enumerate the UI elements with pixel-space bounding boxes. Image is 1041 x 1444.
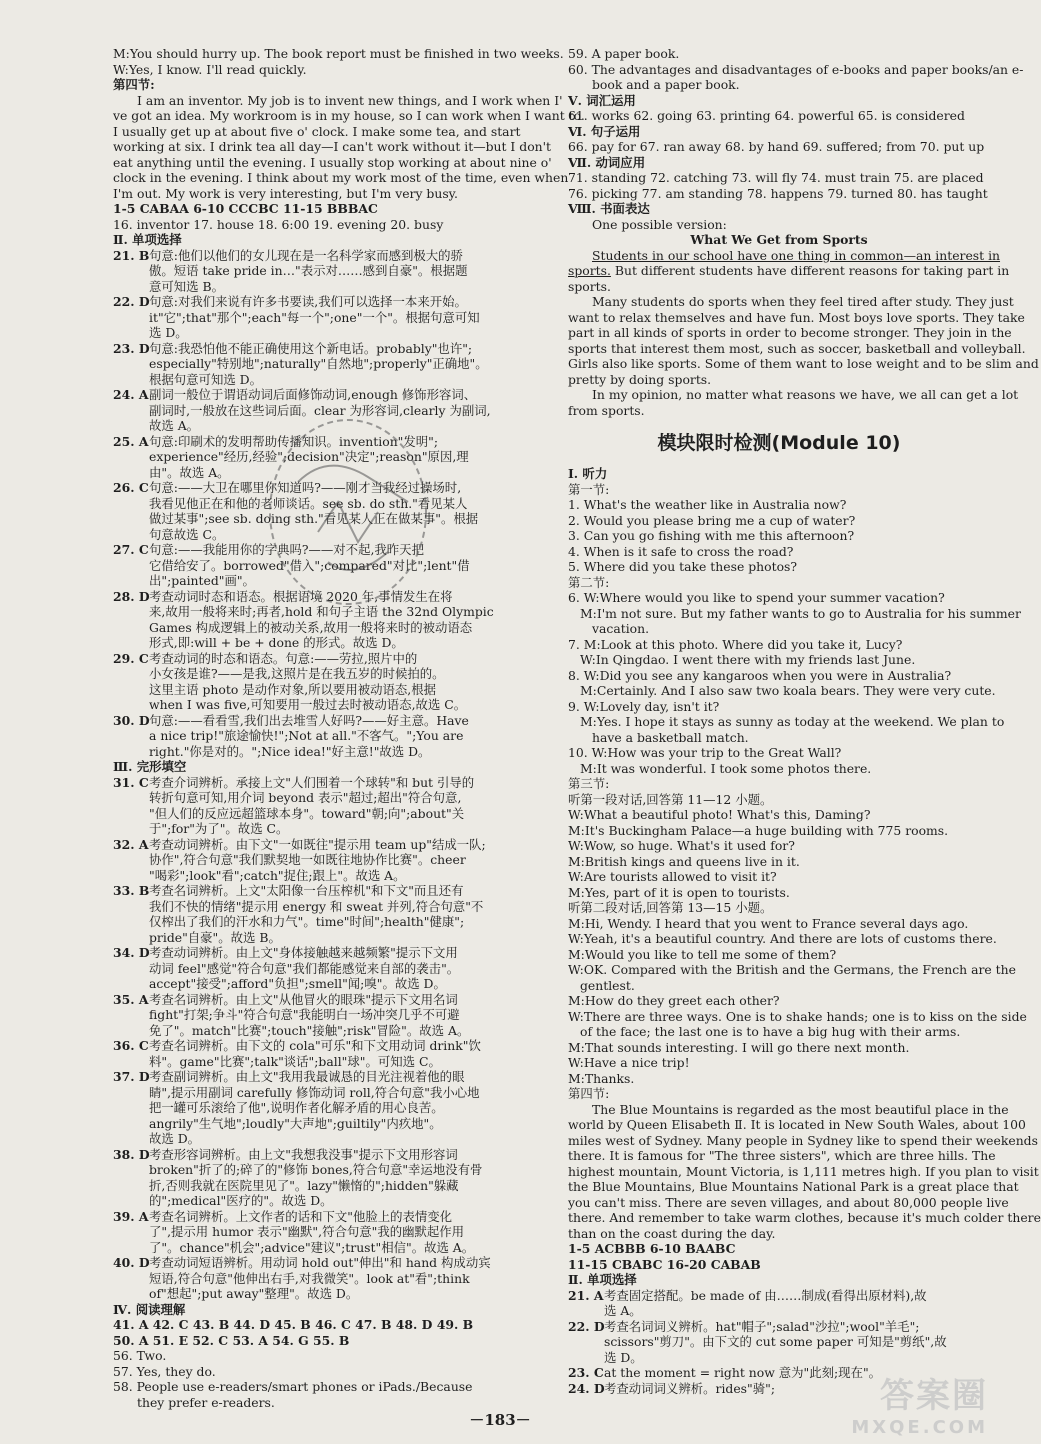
explanation-text: 考查动词时态和语态。根据语境 2020 年,事情发生在将 bbox=[149, 588, 453, 604]
section-heading: Ⅷ. 书面表达 bbox=[568, 201, 650, 216]
explanation-text: 句意:对我们来说有许多书要读,我们可以选择一本来开始。 bbox=[149, 294, 467, 309]
explanation-item bbox=[113, 1038, 545, 1069]
item-number: 40. D bbox=[113, 1255, 150, 1270]
answer-key: 1-5 ACBBB 6-10 BAABC bbox=[568, 1241, 736, 1256]
explanation-text: 料"。game"比赛";talk"谈话";ball"球"。可知选 C。 bbox=[149, 1053, 441, 1069]
answer-line: 66. pay for 67. ran away 68. by hand 69. suffered; from 70. put up bbox=[568, 139, 985, 154]
explanation-row bbox=[113, 713, 545, 729]
explanation-text: 我看见他正在和他的老师谈话。see sb. do sth."看见某人 bbox=[149, 495, 468, 511]
cloze-explanations bbox=[113, 775, 545, 1302]
instruction-line: 听第一段对话,回答第 11—12 小题。 bbox=[568, 791, 773, 807]
explanation-row bbox=[113, 775, 545, 791]
item-number: 35. A bbox=[113, 991, 149, 1007]
explanation-text: 考查动词短语辨析。用动词 hold out"伸出"和 hand 构成动宾 bbox=[149, 1255, 491, 1270]
essay-line: want to relax themselves and have fun. Most boys love sports. They take bbox=[568, 309, 1025, 325]
explanation-text: 选 D。 bbox=[604, 1349, 643, 1365]
listening-line: 2. Would you please bring me a cup of water? bbox=[568, 512, 856, 528]
explanation-text: 考查名词辨析。上文作者的话和下文"他脸上的表情变化 bbox=[149, 1208, 453, 1224]
listening-line: M:It was wonderful. I took some photos there. bbox=[580, 760, 872, 776]
essay-line: Many students do sports when they feel tired after study. They just bbox=[592, 294, 1014, 309]
explanation-text: of"想起";put away"整理"。故选 D。 bbox=[149, 1286, 359, 1301]
explanation-item bbox=[113, 883, 545, 945]
explanation-text: 它借给安了。borrowed"借入";compared"对比";lent"借 bbox=[149, 557, 470, 573]
listening-line: W:Yeah, it's a beautiful country. And there are lots of customs there. bbox=[568, 931, 997, 946]
explanation-text: 考查名词辨析。由上文"从他冒火的眼珠"提示下文用名词 bbox=[149, 991, 458, 1007]
explanation-row bbox=[568, 1319, 990, 1335]
essay-line: Girls also like sports. Some of them want to lose weight and to be slim and bbox=[568, 356, 1039, 371]
passage-line: than on the coast during the day. bbox=[568, 1225, 776, 1241]
section-heading: Ⅰ. 听力 bbox=[568, 466, 608, 481]
watermark-text: 答案圈 bbox=[880, 1376, 988, 1416]
explanation-item bbox=[568, 1319, 990, 1366]
listening-line: W:What a beautiful photo! What's this, Daming? bbox=[568, 807, 871, 822]
explanation-text: 根据句意可知选 D。 bbox=[149, 371, 262, 387]
explanation-item bbox=[113, 992, 545, 1039]
listening-line: 3. Can you go fishing with me this afternoon? bbox=[568, 528, 855, 543]
explanation-row bbox=[113, 1147, 545, 1163]
listening-line: M:Thanks. bbox=[568, 1070, 635, 1086]
listening-line: M:Yes, part of it is open to tourists. bbox=[568, 884, 790, 900]
item-number: 25. A bbox=[113, 433, 149, 449]
dialogue-line: W:Yes, I know. I'll read quickly. bbox=[113, 61, 307, 77]
passage-line: highest mountain, Mount Victoria, is 1,111 metres high. If you plan to visit bbox=[568, 1163, 1039, 1179]
explanation-text: at the moment = right now 意为"此刻;现在"。 bbox=[604, 1365, 882, 1380]
listening-line: 6. W:Where would you like to spend your summer vacation? bbox=[568, 590, 945, 605]
explanation-text: accept"接受";afford"负担";smell"闻;嗅"。故选 D。 bbox=[149, 976, 446, 991]
stamp-mark bbox=[258, 392, 438, 622]
essay-intro: One possible version: bbox=[592, 216, 727, 232]
explanation-text: 做过某事";see sb. doing sth."看见某人正在做某事"。根据 bbox=[149, 511, 479, 526]
explanation-text: 句意:——我能用你的字典吗?——对不起,我昨天把 bbox=[149, 542, 424, 557]
answer-key: 11-15 CBABC 16-20 CABAB bbox=[568, 1256, 761, 1272]
passage-line: ve got an idea. My workroom is in my house, so I can work when I want to. bbox=[113, 108, 585, 123]
reading-answer: 57. Yes, they do. bbox=[113, 1363, 216, 1379]
explanation-text: fight"打架;争斗"符合句意"我能明白一场冲突几乎不可避 bbox=[149, 1007, 460, 1022]
explanation-text: broken"折了的;碎了的"修饰 bones,符合句意"幸运地没有骨 bbox=[149, 1162, 483, 1177]
essay-text: But different students have different reasons for taking part in bbox=[610, 263, 1010, 278]
explanation-text: 了"。chance"机会";advice"建议";trust"相信"。故选 A。 bbox=[149, 1239, 475, 1255]
item-number: 22. D bbox=[113, 294, 150, 309]
passage-line: clock in the evening. I think about my work most of the time, even when bbox=[113, 170, 569, 185]
explanation-text: pride"自豪"。故选 B。 bbox=[149, 929, 281, 945]
explanation-text: 句意:印刷术的发明帮助传播知识。invention"发明"; bbox=[149, 433, 439, 449]
answer-key: 1-5 CABAA 6-10 CCCBC 11-15 BBBAC bbox=[113, 201, 378, 216]
listening-line: M:How do they greet each other? bbox=[568, 993, 780, 1008]
explanation-text: 句意:——看看雪,我们出去堆雪人好吗?——好主意。Have bbox=[149, 712, 469, 728]
explanation-row bbox=[113, 992, 545, 1008]
sub-heading: 第四节: bbox=[568, 1086, 610, 1101]
passage-line: world by Queen Elisabeth Ⅱ. It is located in New South Wales, about 100 bbox=[568, 1117, 1026, 1132]
explanation-text: 睛",提示用副词 carefully 修饰动词 roll,符合句意"我小心地 bbox=[149, 1084, 480, 1100]
explanation-text: 考查名词词义辨析。hat"帽子";salad"沙拉";wool"羊毛"; bbox=[604, 1318, 920, 1334]
explanation-text: 转折句意可知,用介词 beyond 表示"超过;超出"符合句意, bbox=[149, 790, 462, 805]
watermark-url: MXQE.COM bbox=[851, 1417, 988, 1438]
dialogue-line: M:You should hurry up. The book report must be finished in two weeks. bbox=[113, 46, 564, 61]
essay-line: sports that interest them most, such as soccer, basketball and volleyball. bbox=[568, 340, 1026, 356]
section-heading: Ⅴ. 词汇运用 bbox=[568, 92, 636, 108]
reading-answers: 41. A 42. C 43. B 44. D 45. B 46. C 47. B 48. D 49. B bbox=[113, 1317, 474, 1332]
reading-answer: 56. Two. bbox=[113, 1348, 167, 1363]
section-heading: Ⅱ. 单项选择 bbox=[113, 232, 182, 247]
explanation-text: 选 D。 bbox=[149, 325, 188, 340]
essay-line: pretty by doing sports. bbox=[568, 371, 712, 387]
explanation-row bbox=[113, 945, 545, 961]
passage-line: The Blue Mountains is regarded as the most beautiful place in the bbox=[592, 1101, 1009, 1117]
explanation-text: 副词一般位于谓语动词后面修饰动词,enough 修饰形容词、 bbox=[149, 387, 477, 402]
item-number: 38. D bbox=[113, 1146, 150, 1162]
explanation-item bbox=[113, 341, 545, 388]
explanation-text: 考查动词词义辨析。rides"骑"; bbox=[604, 1380, 775, 1396]
underlined-text: sports. bbox=[568, 263, 611, 278]
explanation-text: 短语,符合句意"他伸出右手,对我微笑"。look at"看";think bbox=[149, 1270, 470, 1286]
essay-line bbox=[568, 263, 1010, 279]
reading-answer: they prefer e-readers. bbox=[137, 1394, 275, 1410]
explanation-text: right."你是对的。";Nice idea!"好主意!"故选 D。 bbox=[149, 743, 431, 759]
explanation-text: 我们不快的情绪"提示用 energy 和 sweat 并列,符合句意"不 bbox=[149, 898, 484, 914]
passage-line: miles west of Sydney. Many people in Sydney like to spend their weekends bbox=[568, 1132, 1038, 1148]
passage-line: I am an inventor. My job is to invent new things, and I work when I' bbox=[137, 92, 563, 108]
item-number: 33. B bbox=[113, 883, 150, 898]
passage-line: eat anything until the evening. I usually stop working at about nine o' bbox=[113, 154, 552, 170]
reading-answer: 58. People use e-readers/smart phones or iPads./Because bbox=[113, 1379, 473, 1394]
listening-line: 9. W:Lovely day, isn't it? bbox=[568, 698, 720, 714]
listening-line: W:Have a nice trip! bbox=[568, 1055, 690, 1070]
listening-line: W:There are three ways. One is to shake hands; one is to kiss on the side bbox=[568, 1008, 1027, 1024]
item-number: 31. C bbox=[113, 774, 149, 790]
explanation-text: 意可知选 B。 bbox=[149, 278, 224, 294]
listening-line: W:Are tourists allowed to visit it? bbox=[568, 869, 777, 884]
explanation-item bbox=[113, 1209, 545, 1256]
explanation-text: angrily"生气地";loudly"大声地";guiltily"内疚地"。 bbox=[149, 1115, 442, 1131]
passage-line: I usually get up at about five o' clock. I make some tea, and start bbox=[113, 123, 521, 139]
explanation-text: 考查动词的时态和语态。句意:——劳拉,照片中的 bbox=[149, 650, 418, 666]
explanation-text: 协作",符合句意"我们默契地一如既往地协作比赛"。cheer bbox=[149, 852, 466, 867]
essay-title: What We Get from Sports bbox=[690, 232, 868, 247]
answer-line: 59. A paper book. bbox=[568, 46, 680, 61]
section-heading: 第四节: bbox=[113, 77, 155, 92]
explanation-text: 考查固定搭配。be made of 由……制成(看得出原材料),故 bbox=[604, 1287, 927, 1303]
section-heading: Ⅶ. 动词应用 bbox=[568, 154, 646, 170]
explanation-text: 了",提示用 humor 表示"幽默",符合句意"我的幽默起作用 bbox=[149, 1224, 465, 1239]
listening-line: 10. W:How was your trip to the Great Wall? bbox=[568, 745, 842, 760]
explanation-text: 句意:他们以他们的女儿现在是一名科学家而感到极大的骄 bbox=[149, 247, 463, 263]
explanation-item bbox=[113, 1069, 545, 1147]
explanation-item bbox=[113, 945, 545, 992]
answer-line: 76. picking 77. am standing 78. happens 79. turned 80. has taught bbox=[568, 185, 988, 201]
explanation-text: 这里主语 photo 是动作对象,所以要用被动语态,根据 bbox=[149, 681, 436, 697]
explanation-item bbox=[113, 775, 545, 837]
module-title: 模块限时检测(Module 10) bbox=[657, 432, 901, 454]
explanation-text: 考查名词辨析。上文"太阳像一台压榨机"和下文"而且还有 bbox=[149, 883, 464, 898]
item-number: 22. D bbox=[568, 1318, 605, 1334]
listening-line: have a basketball match. bbox=[592, 729, 749, 745]
explanation-text: 出";painted"画"。 bbox=[149, 573, 255, 588]
explanation-text: 句意:——大卫在哪里你知道吗?——刚才当我经过操场时, bbox=[149, 480, 462, 495]
explanation-text: experience"经历,经验";decision"决定";reason"原因,理 bbox=[149, 449, 469, 464]
item-number: 23. C bbox=[568, 1365, 604, 1380]
listening-line: gentlest. bbox=[580, 977, 635, 993]
explanation-text: 的";medical"医疗的"。故选 D。 bbox=[149, 1193, 333, 1208]
item-number: 21. A bbox=[568, 1287, 604, 1303]
explanation-text: 考查动词辨析。由上文"身体接触越来越频繁"提示下文用 bbox=[149, 945, 458, 960]
explanation-item bbox=[113, 294, 545, 341]
explanation-item bbox=[113, 1147, 545, 1209]
explanation-item bbox=[113, 837, 545, 884]
explanation-row bbox=[113, 1255, 545, 1271]
listening-line: W:Wow, so huge. What's it used for? bbox=[568, 838, 795, 853]
explanation-text: 傲。短语 take pride in…"表示对……感到自豪"。根据题 bbox=[149, 263, 468, 278]
explanation-text: 仅榨出了我们的汗水和力气"。time"时间";health"健康"; bbox=[149, 914, 465, 929]
explanation-text: 考查名词辨析。由下文的 cola"可乐"和下文用动词 drink"饮 bbox=[149, 1038, 481, 1053]
essay-line: sports. bbox=[568, 278, 611, 294]
right-column bbox=[568, 46, 1041, 1396]
answer-line: 60. The advantages and disadvantages of e-books and paper books/an e- bbox=[568, 61, 1024, 77]
explanation-text: 形式,即:will + be + done 的形式。故选 D。 bbox=[149, 635, 404, 650]
page-number: －183－ bbox=[469, 1411, 531, 1429]
explanation-row bbox=[113, 837, 545, 853]
explanation-text: scissors"剪刀"。由下文的 cut some paper 可知是"剪纸",故 bbox=[604, 1334, 947, 1349]
explanation-text: 考查形容词辨析。由上文"我想我没事"提示下文用形容词 bbox=[149, 1146, 458, 1162]
explanation-text: it"它";that"那个";each"每一个";one"一个"。根据句意可知 bbox=[149, 309, 480, 325]
answer-line: book and a paper book. bbox=[592, 77, 740, 92]
listening-line: M:That sounds interesting. I will go there next month. bbox=[568, 1039, 910, 1055]
item-number: 37. D bbox=[113, 1069, 150, 1084]
explanation-text: 故选 A。 bbox=[149, 418, 200, 433]
explanation-text: Games 构成逻辑上的被动关系,故用一般将来时的被动语态 bbox=[149, 619, 473, 635]
listening-line: W:In Qingdao. I went there with my friends last June. bbox=[580, 652, 916, 667]
item-number: 39. A bbox=[113, 1208, 149, 1224]
section-heading: Ⅵ. 句子运用 bbox=[568, 123, 641, 139]
passage-line: working at six. I drink tea all day—I can't work without it—but I don't bbox=[113, 139, 552, 154]
item-number: 29. C bbox=[113, 650, 149, 666]
instruction-line: 听第二段对话,回答第 13—15 小题。 bbox=[568, 900, 773, 915]
passage-line: there. It is famous for "The three sisters", which are three hills. The bbox=[568, 1148, 996, 1163]
item-number: 32. A bbox=[113, 836, 149, 852]
explanation-row bbox=[113, 1209, 545, 1225]
explanation-text: 把一罐可乐滚给了他",说明作者化解矛盾的用心良苦。 bbox=[149, 1100, 444, 1115]
listening-line: 4. When is it safe to cross the road? bbox=[568, 543, 794, 559]
explanation-text: when I was five,可知要用一般过去时被动语态,故选 C。 bbox=[149, 697, 467, 712]
explanation-text: 故选 D。 bbox=[149, 1131, 201, 1146]
explanation-text: 副词时,一般放在这些词后面。clear 为形容词,clearly 为副词, bbox=[149, 402, 491, 418]
explanation-text: 折,否则我就在医院里见了"。lazy"懒惰的";hidden"躲藏 bbox=[149, 1177, 459, 1193]
essay-line: Students in our school have one thing in common—an interest in bbox=[592, 247, 1001, 263]
listening-line: 1. What's the weather like in Australia now? bbox=[568, 497, 847, 512]
reading-answers: 50. A 51. E 52. C 53. A 54. G 55. B bbox=[113, 1332, 350, 1348]
explanation-text: 于";for"为了"。故选 C。 bbox=[149, 821, 289, 836]
explanation-text: "但人们的反应远超篮球本身"。toward"朝;向";about"关 bbox=[149, 805, 465, 821]
passage-line: there. And remember to take warm clothes, because it's much colder there bbox=[568, 1210, 1041, 1225]
listening-line: M:Would you like to tell me some of them? bbox=[568, 946, 837, 962]
item-number: 26. C bbox=[113, 480, 149, 495]
explanation-text: 句意:我恐怕他不能正确使用这个新电话。probably"也许"; bbox=[149, 340, 473, 356]
explanation-row bbox=[113, 248, 545, 264]
left-column bbox=[113, 46, 585, 1410]
explanation-item bbox=[113, 1255, 545, 1302]
explanation-text: 由"。故选 A。 bbox=[149, 464, 230, 480]
explanation-row bbox=[113, 341, 545, 357]
listening-line: M:British kings and queens live in it. bbox=[568, 853, 800, 869]
explanation-text: 选 A。 bbox=[604, 1303, 642, 1318]
answer-key: 16. inventor 17. house 18. 6:00 19. evening 20. busy bbox=[113, 216, 444, 232]
section-heading: Ⅱ. 单项选择 bbox=[568, 1272, 637, 1287]
explanation-row bbox=[113, 651, 545, 667]
explanation-item bbox=[113, 248, 545, 295]
explanation-text: a nice trip!"旅途愉快!";Not at all."不客气。";You are bbox=[149, 728, 464, 743]
item-number: 24. A bbox=[113, 387, 149, 402]
explanation-text: 免了"。match"比赛";touch"接触";risk"冒险"。故选 A。 bbox=[149, 1022, 470, 1038]
listening-line: M:Yes. I hope it stays as sunny as today at the weekend. We plan to bbox=[580, 714, 1005, 729]
passage-line: I'm out. My work is very interesting, but I'm very busy. bbox=[113, 185, 458, 201]
explanation-item bbox=[113, 713, 545, 760]
explanation-text: 句意故选 C。 bbox=[149, 526, 225, 542]
explanation-text: 考查介词辨析。承接上文"人们围着一个球转"和 but 引导的 bbox=[149, 774, 475, 790]
explanation-text: "喝彩";look"看";catch"捉住;跟上"。故选 A。 bbox=[149, 867, 406, 883]
explanation-item bbox=[113, 651, 545, 713]
item-number: 36. C bbox=[113, 1038, 149, 1053]
listening-line: of the face; the last one is to have a big hug with their arms. bbox=[580, 1024, 961, 1039]
listening-line: vacation. bbox=[592, 621, 650, 636]
sub-heading: 第一节: bbox=[568, 481, 610, 497]
item-number: 21. B bbox=[113, 247, 150, 263]
explanation-row bbox=[113, 883, 545, 899]
listening-line: M:Certainly. And I also saw two koala bears. They were very cute. bbox=[580, 683, 996, 698]
explanation-row bbox=[113, 294, 545, 310]
explanation-text: 小女孩是谁?——是我,这照片是在我五岁的时候拍的。 bbox=[149, 666, 445, 681]
sub-heading: 第二节: bbox=[568, 574, 610, 590]
item-number: 23. D bbox=[113, 340, 150, 356]
explanation-row bbox=[568, 1288, 990, 1304]
explanation-text: 考查动词辨析。由下文"一如既往"提示用 team up"结成一队; bbox=[149, 836, 486, 852]
explanation-item bbox=[568, 1288, 990, 1319]
section-heading: Ⅳ. 阅读理解 bbox=[113, 1301, 186, 1317]
essay-line: from sports. bbox=[568, 402, 645, 418]
listening-line: M:Hi, Wendy. I heard that you went to France several days ago. bbox=[568, 915, 969, 931]
answer-line: 61. works 62. going 63. printing 64. powerful 65. is considered bbox=[568, 108, 965, 123]
listening-line: W:OK. Compared with the British and the Germans, the French are the bbox=[568, 962, 1016, 977]
item-number: 27. C bbox=[113, 542, 149, 557]
listening-line: M:It's Buckingham Palace—a huge building with 775 rooms. bbox=[568, 822, 949, 838]
sub-heading: 第三节: bbox=[568, 776, 610, 791]
explanation-text: 来,故用一般将来时;再者,hold 和句子主语 the 32nd Olympic bbox=[149, 604, 494, 619]
item-number: 34. D bbox=[113, 945, 150, 960]
item-number: 24. D bbox=[568, 1380, 605, 1396]
watermark-logo bbox=[851, 1368, 988, 1438]
explanation-row bbox=[113, 1069, 545, 1085]
listening-line: 7. M:Look at this photo. Where did you take it, Lucy? bbox=[568, 636, 903, 652]
passage-line: the Blue Mountains, Blue Mountains National Park is a great place that bbox=[568, 1179, 1019, 1194]
explanation-text: 动词 feel"感觉"符合句意"我们都能感觉来自部的袭击"。 bbox=[149, 960, 460, 976]
answer-line: 71. standing 72. catching 73. will fly 74. must train 75. are placed bbox=[568, 170, 984, 185]
item-number: 30. D bbox=[113, 712, 150, 728]
item-number: 28. D bbox=[113, 588, 150, 604]
listening-line: 5. Where did you take these photos? bbox=[568, 559, 798, 574]
explanation-text: especially"特别地";naturally"自然地";properly"正确地"。 bbox=[149, 356, 488, 371]
explanation-text: 考查副词辨析。由上文"我用我最诚恳的目光注视着他的眼 bbox=[149, 1069, 465, 1084]
essay-line: part in all kinds of sports in order to become stronger. They join in the bbox=[568, 325, 1012, 340]
listening-line: 8. W:Did you see any kangaroos when you were in Australia? bbox=[568, 667, 952, 683]
listening-line: M:I'm not sure. But my father wants to go to Australia for his summer bbox=[580, 605, 1021, 621]
explanation-row bbox=[113, 1038, 545, 1054]
section-heading: Ⅲ. 完形填空 bbox=[113, 759, 187, 774]
passage-line: you can't miss. There are seven villages, and about 80,000 people live bbox=[568, 1194, 1009, 1210]
essay-line: In my opinion, no matter what reasons we have, we all can get a lot bbox=[592, 387, 1019, 402]
